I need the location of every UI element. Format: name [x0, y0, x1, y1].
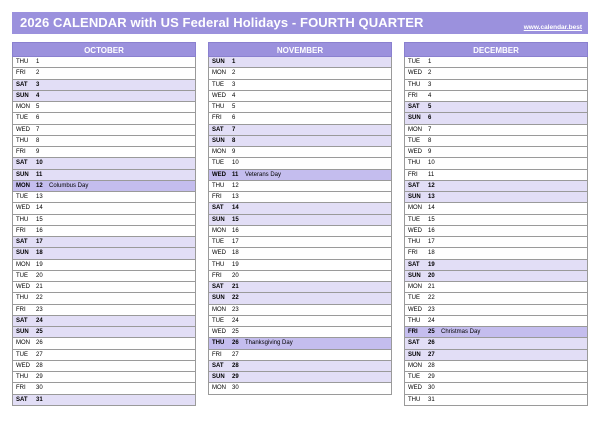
day-row [13, 316, 195, 327]
weekday-label: TUE [16, 351, 28, 358]
day-number: 25 [36, 329, 43, 335]
weekday-label: THU [408, 317, 421, 324]
weekday-label: FRI [16, 70, 26, 77]
day-number: 10 [36, 160, 43, 167]
day-row [405, 226, 587, 237]
weekday-label: SAT [212, 362, 224, 369]
day-row [405, 158, 587, 169]
day-number: 17 [428, 239, 435, 245]
day-number: 28 [36, 362, 43, 369]
day-number: 6 [36, 115, 40, 122]
weekday-label: WED [16, 362, 30, 369]
day-row [405, 170, 587, 181]
day-number: 17 [232, 239, 239, 245]
weekday-label: WED [408, 149, 422, 155]
day-number: 16 [232, 227, 239, 234]
weekday-label: SUN [212, 137, 225, 144]
day-number: 5 [428, 104, 432, 110]
weekday-label: TUE [212, 317, 224, 324]
weekday-label: WED [408, 306, 422, 313]
day-number: 19 [428, 261, 435, 268]
page-title: 2026 CALENDAR with US Federal Holidays - FOURTH QUARTER [20, 15, 424, 30]
day-row [13, 136, 195, 147]
day-number: 21 [232, 284, 239, 290]
weekday-label: TUE [212, 239, 224, 245]
day-row [13, 226, 195, 237]
day-number: 5 [36, 104, 40, 110]
day-row [13, 305, 195, 316]
day-number: 26 [428, 340, 435, 347]
day-row [13, 113, 195, 124]
day-row [209, 102, 391, 113]
day-number: 27 [36, 351, 43, 358]
weekday-label: TUE [16, 115, 28, 122]
day-list [208, 57, 392, 395]
day-row [13, 237, 195, 248]
month-header: OCTOBER [12, 42, 196, 57]
day-number: 19 [36, 261, 43, 268]
day-number: 15 [232, 216, 239, 223]
weekday-label: SAT [408, 261, 420, 268]
day-row [209, 248, 391, 259]
day-row [405, 383, 587, 394]
day-row [405, 305, 587, 316]
day-number: 16 [36, 227, 43, 234]
weekday-label: MON [408, 284, 422, 290]
holiday-row [209, 338, 391, 349]
day-row [405, 125, 587, 136]
day-row [13, 361, 195, 372]
day-number: 30 [232, 385, 239, 392]
day-number: 26 [232, 340, 239, 347]
day-row [405, 282, 587, 293]
holiday-name: Christmas Day [441, 329, 481, 335]
weekday-label: SAT [16, 239, 28, 245]
day-row [209, 125, 391, 136]
day-number: 8 [428, 137, 432, 144]
weekday-label: THU [212, 261, 225, 268]
day-row [209, 113, 391, 124]
holiday-name: Thanksgiving Day [245, 340, 293, 347]
day-row [13, 203, 195, 214]
day-row [405, 372, 587, 383]
weekday-label: THU [408, 396, 421, 403]
day-row [405, 293, 587, 304]
day-row [405, 271, 587, 282]
weekday-label: FRI [408, 329, 418, 335]
weekday-label: SUN [408, 351, 421, 358]
day-row [13, 57, 195, 68]
day-number: 12 [428, 182, 435, 189]
day-number: 11 [232, 171, 239, 178]
day-row [209, 181, 391, 192]
day-number: 4 [428, 92, 432, 99]
day-row [13, 260, 195, 271]
day-row [209, 305, 391, 316]
day-number: 18 [232, 250, 239, 257]
day-row [209, 91, 391, 102]
day-number: 14 [36, 205, 43, 212]
weekday-label: FRI [408, 92, 418, 99]
day-row [13, 327, 195, 338]
day-number: 28 [232, 362, 239, 369]
weekday-label: TUE [408, 59, 420, 65]
day-row [13, 282, 195, 293]
day-number: 14 [232, 205, 239, 212]
day-number: 20 [36, 272, 43, 279]
weekday-label: TUE [408, 374, 420, 380]
day-row [209, 327, 391, 338]
day-row [209, 237, 391, 248]
weekday-label: MON [16, 261, 30, 268]
weekday-label: SUN [212, 216, 225, 223]
day-number: 20 [428, 272, 435, 279]
month-header: NOVEMBER [208, 42, 392, 57]
holiday-name: Columbus Day [49, 182, 89, 189]
day-number: 10 [232, 160, 239, 167]
weekday-label: MON [212, 70, 226, 77]
weekday-label: MON [212, 385, 226, 392]
weekday-label: WED [16, 126, 30, 133]
day-number: 16 [428, 227, 435, 234]
weekday-label: FRI [16, 306, 26, 313]
day-number: 3 [428, 81, 432, 88]
day-row [405, 102, 587, 113]
day-row [405, 316, 587, 327]
day-number: 5 [232, 104, 236, 110]
day-row [209, 282, 391, 293]
day-row [405, 80, 587, 91]
day-row [209, 372, 391, 383]
day-row [405, 338, 587, 349]
day-number: 22 [36, 295, 43, 302]
day-number: 15 [428, 216, 435, 223]
weekday-label: THU [408, 160, 421, 167]
day-number: 12 [36, 182, 43, 189]
day-row [405, 113, 587, 124]
day-row [209, 350, 391, 361]
title-banner [12, 12, 588, 34]
weekday-label: SUN [16, 329, 29, 335]
site-link[interactable]: www.calendar.best [523, 24, 582, 31]
holiday-row [209, 170, 391, 181]
weekday-label: SUN [16, 250, 29, 257]
day-number: 31 [36, 396, 43, 403]
day-number: 23 [428, 306, 435, 313]
day-row [13, 91, 195, 102]
day-number: 23 [36, 306, 43, 313]
day-number: 22 [428, 295, 435, 302]
day-row [405, 57, 587, 68]
day-row [209, 158, 391, 169]
day-number: 9 [36, 149, 40, 155]
weekday-label: SAT [408, 182, 420, 189]
day-row [209, 316, 391, 327]
day-number: 19 [232, 261, 239, 268]
weekday-label: THU [16, 374, 29, 380]
day-number: 24 [232, 317, 239, 324]
day-row [13, 293, 195, 304]
day-row [13, 147, 195, 158]
weekday-label: TUE [408, 137, 420, 144]
holiday-row [13, 181, 195, 192]
day-row [13, 383, 195, 394]
day-row [13, 102, 195, 113]
weekday-label: FRI [212, 194, 222, 200]
day-number: 3 [232, 81, 236, 88]
day-row [209, 226, 391, 237]
day-number: 13 [428, 194, 435, 200]
weekday-label: WED [408, 227, 422, 234]
day-row [209, 192, 391, 203]
day-number: 14 [428, 205, 435, 212]
day-number: 7 [36, 126, 40, 133]
day-row [405, 192, 587, 203]
day-number: 30 [428, 385, 435, 392]
day-number: 13 [232, 194, 239, 200]
weekday-label: MON [16, 104, 30, 110]
day-number: 9 [428, 149, 432, 155]
day-number: 1 [36, 59, 40, 65]
day-number: 27 [428, 351, 435, 358]
day-row [405, 91, 587, 102]
weekday-label: THU [16, 295, 29, 302]
day-number: 3 [36, 81, 40, 88]
weekday-label: WED [16, 205, 30, 212]
weekday-label: SUN [408, 272, 421, 279]
weekday-label: THU [408, 239, 421, 245]
day-number: 6 [428, 115, 432, 122]
day-row [405, 203, 587, 214]
weekday-label: WED [408, 70, 422, 77]
day-number: 8 [36, 137, 40, 144]
weekday-label: SAT [16, 81, 28, 88]
weekday-label: FRI [212, 351, 222, 358]
weekday-label: FRI [16, 227, 26, 234]
month-december [404, 42, 588, 406]
holiday-row [405, 327, 587, 338]
weekday-label: TUE [408, 216, 420, 223]
day-row [13, 350, 195, 361]
day-row [209, 271, 391, 282]
weekday-label: WED [212, 92, 226, 99]
weekday-label: FRI [16, 149, 26, 155]
day-row [405, 361, 587, 372]
day-number: 24 [428, 317, 435, 324]
month-november [208, 42, 392, 395]
weekday-label: WED [408, 385, 422, 392]
day-number: 18 [36, 250, 43, 257]
day-number: 10 [428, 160, 435, 167]
day-number: 20 [232, 272, 239, 279]
day-number: 4 [232, 92, 236, 99]
weekday-label: SAT [408, 104, 420, 110]
weekday-label: TUE [16, 272, 28, 279]
weekday-label: TUE [408, 295, 420, 302]
day-row [13, 271, 195, 282]
weekday-label: SUN [408, 194, 421, 200]
day-number: 26 [36, 340, 43, 347]
day-number: 1 [428, 59, 432, 65]
day-number: 29 [36, 374, 43, 380]
weekday-label: SAT [16, 396, 28, 403]
day-row [13, 158, 195, 169]
day-row [209, 203, 391, 214]
weekday-label: THU [212, 340, 225, 347]
day-row [13, 372, 195, 383]
weekday-label: WED [212, 329, 226, 335]
day-number: 9 [232, 149, 236, 155]
day-number: 21 [428, 284, 435, 290]
weekday-label: SUN [16, 171, 29, 178]
day-number: 8 [232, 137, 236, 144]
day-number: 29 [428, 374, 435, 380]
weekday-label: MON [212, 227, 226, 234]
day-number: 13 [36, 194, 43, 200]
weekday-label: TUE [16, 194, 28, 200]
day-row [209, 215, 391, 226]
weekday-label: MON [16, 340, 30, 347]
day-number: 27 [232, 351, 239, 358]
weekday-label: FRI [212, 115, 222, 122]
day-number: 2 [428, 70, 432, 77]
weekday-label: THU [16, 216, 29, 223]
day-number: 17 [36, 239, 43, 245]
day-row [405, 68, 587, 79]
day-row [13, 68, 195, 79]
weekday-label: SUN [212, 374, 225, 380]
weekday-label: MON [212, 149, 226, 155]
day-row [405, 350, 587, 361]
day-row [13, 215, 195, 226]
day-row [209, 361, 391, 372]
holiday-name: Veterans Day [245, 171, 282, 178]
day-number: 4 [36, 92, 40, 99]
day-number: 11 [428, 171, 435, 178]
weekday-label: SAT [408, 340, 420, 347]
day-row [405, 395, 587, 406]
weekday-label: THU [212, 182, 225, 189]
weekday-label: SUN [16, 92, 29, 99]
weekday-label: SAT [212, 284, 224, 290]
day-row [13, 248, 195, 259]
weekday-label: SAT [212, 205, 224, 212]
day-number: 7 [428, 126, 432, 133]
weekday-label: TUE [212, 160, 224, 167]
day-number: 30 [36, 385, 43, 392]
day-number: 1 [232, 59, 236, 65]
weekday-label: WED [16, 284, 30, 290]
day-number: 18 [428, 250, 435, 257]
weekday-label: THU [16, 137, 29, 144]
weekday-label: FRI [16, 385, 26, 392]
weekday-label: MON [408, 205, 422, 212]
weekday-label: MON [212, 306, 226, 313]
day-list [12, 57, 196, 406]
weekday-label: FRI [212, 272, 222, 279]
day-row [209, 80, 391, 91]
day-row [209, 57, 391, 68]
day-number: 12 [232, 182, 239, 189]
day-number: 11 [36, 171, 43, 178]
day-row [405, 136, 587, 147]
day-row [13, 125, 195, 136]
day-row [405, 248, 587, 259]
day-number: 25 [428, 329, 435, 335]
month-october [12, 42, 196, 406]
day-number: 28 [428, 362, 435, 369]
weekday-label: SUN [408, 115, 421, 122]
weekday-label: FRI [408, 171, 418, 178]
weekday-label: SAT [16, 160, 28, 167]
day-number: 23 [232, 306, 239, 313]
weekday-label: THU [16, 59, 29, 65]
weekday-label: FRI [408, 250, 418, 257]
day-number: 2 [232, 70, 236, 77]
day-row [13, 192, 195, 203]
weekday-label: MON [408, 126, 422, 133]
weekday-label: SUN [212, 295, 225, 302]
day-row [209, 293, 391, 304]
day-row [13, 338, 195, 349]
day-number: 25 [232, 329, 239, 335]
weekday-label: MON [408, 362, 422, 369]
day-row [405, 181, 587, 192]
day-row [405, 215, 587, 226]
day-number: 15 [36, 216, 43, 223]
weekday-label: SAT [16, 317, 28, 324]
day-row [209, 147, 391, 158]
day-number: 24 [36, 317, 43, 324]
weekday-label: SUN [212, 59, 225, 65]
day-row [209, 260, 391, 271]
weekday-label: THU [212, 104, 225, 110]
day-number: 6 [232, 115, 236, 122]
weekday-label: TUE [212, 81, 224, 88]
day-list [404, 57, 588, 406]
day-row [405, 260, 587, 271]
weekday-label: WED [212, 171, 226, 178]
weekday-label: SAT [212, 126, 224, 133]
day-number: 7 [232, 126, 236, 133]
day-row [405, 237, 587, 248]
day-row [209, 383, 391, 394]
month-header: DECEMBER [404, 42, 588, 57]
day-row [13, 80, 195, 91]
day-row [209, 68, 391, 79]
day-number: 21 [36, 284, 43, 290]
weekday-label: WED [212, 250, 226, 257]
day-number: 2 [36, 70, 40, 77]
day-row [405, 147, 587, 158]
day-row [13, 170, 195, 181]
weekday-label: MON [16, 182, 30, 189]
day-number: 29 [232, 374, 239, 380]
day-number: 22 [232, 295, 239, 302]
weekday-label: THU [408, 81, 421, 88]
day-row [209, 136, 391, 147]
day-row [13, 395, 195, 406]
day-number: 31 [428, 396, 435, 403]
